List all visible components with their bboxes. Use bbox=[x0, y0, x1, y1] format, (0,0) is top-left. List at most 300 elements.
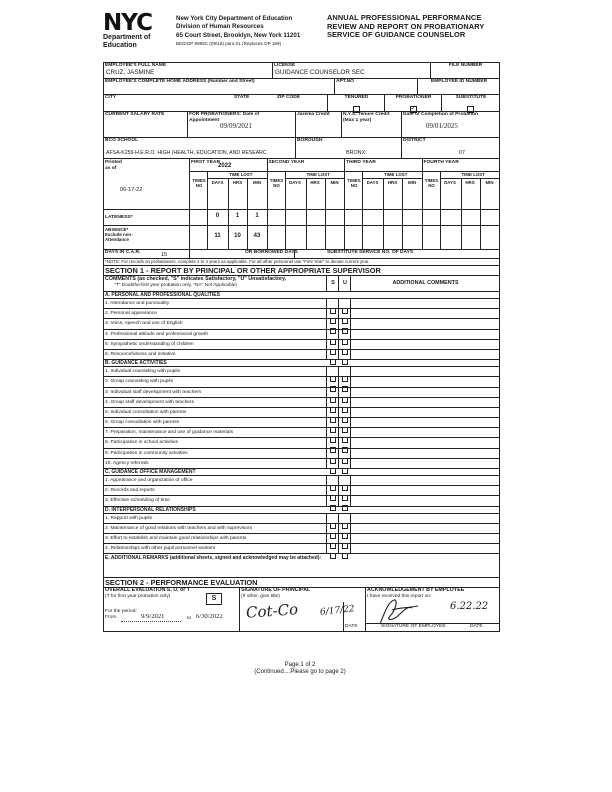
evaluation-item-row bbox=[104, 418, 499, 428]
item-label: 2. Records and reports bbox=[105, 488, 155, 494]
salary-row bbox=[104, 112, 499, 138]
second-min-label: MIN bbox=[330, 180, 339, 185]
license-label: LICENSE bbox=[274, 63, 296, 68]
second-year-column bbox=[267, 159, 345, 249]
u-cell bbox=[338, 330, 350, 339]
s-cell bbox=[326, 534, 338, 543]
absence-min-value: 43 bbox=[253, 233, 261, 239]
item-label-cell bbox=[104, 330, 326, 339]
title-line-1: ANNUAL PROFESSIONAL PERFORMANCE bbox=[327, 13, 482, 22]
evaluation-item-row bbox=[104, 524, 499, 534]
lateness-min-value: 1 bbox=[255, 213, 259, 219]
u-cell bbox=[338, 388, 350, 397]
s-cell bbox=[326, 544, 338, 553]
probationer-cell bbox=[384, 95, 441, 111]
ack-label-2: I have received this report on: bbox=[367, 593, 432, 599]
item-label-cell bbox=[104, 418, 326, 427]
zip-cell[interactable] bbox=[276, 95, 327, 111]
item-label: 5. Sympathetic understanding of children bbox=[105, 341, 194, 347]
remarks-label: E. ADDITIONAL REMARKS (additional sheets, signed and acknowledged may be attached): bbox=[105, 555, 322, 562]
logo-subtitle-2: Education bbox=[103, 42, 137, 49]
additional-comment-field[interactable] bbox=[350, 544, 499, 553]
additional-comment-field[interactable] bbox=[350, 299, 499, 308]
salary-cell[interactable] bbox=[104, 112, 187, 137]
jarema-cell[interactable] bbox=[295, 112, 341, 137]
s-cell bbox=[326, 524, 338, 533]
org-line-1: New York City Department of Education bbox=[176, 15, 293, 22]
district-value[interactable]: 07 bbox=[459, 150, 465, 156]
appointment-label-2: Appointment bbox=[189, 117, 220, 123]
tenured-cell bbox=[327, 95, 384, 111]
evaluation-item-row bbox=[104, 408, 499, 418]
additional-comment-field[interactable] bbox=[350, 388, 499, 397]
borrowed-days-label: OR BORROWED DAYS bbox=[245, 250, 298, 255]
attendance-note: *NOTE: For records on probationers, complete 1 to 4 years as applicable. For all other personnel use "First Year" to denote current year. bbox=[105, 259, 370, 264]
item-label-cell bbox=[104, 524, 326, 533]
item-label: 6. Group consultation with parents bbox=[105, 420, 180, 426]
overall-evaluation-cell bbox=[104, 588, 239, 631]
school-cell bbox=[104, 138, 295, 158]
s-cell bbox=[326, 486, 338, 495]
item-label-cell bbox=[104, 340, 326, 349]
item-label-cell bbox=[104, 319, 326, 328]
employee-id-cell[interactable] bbox=[417, 79, 499, 94]
u-cell bbox=[338, 350, 350, 359]
overall-value-box[interactable] bbox=[206, 593, 222, 605]
item-label-cell bbox=[104, 309, 326, 318]
u-cell bbox=[338, 340, 350, 349]
item-label: 7. Preparation, maintenance and use of guidance materials bbox=[105, 430, 234, 436]
principal-signature-date[interactable]: 6/17/22 bbox=[319, 604, 356, 619]
additional-comment-field[interactable] bbox=[350, 418, 499, 427]
school-row bbox=[104, 138, 499, 159]
item-label-cell bbox=[104, 514, 326, 523]
evaluation-item-row bbox=[104, 496, 499, 506]
period-from-label: From bbox=[105, 615, 117, 621]
u-cell bbox=[338, 377, 350, 386]
evaluation-item-row bbox=[104, 319, 499, 329]
u-cell bbox=[338, 438, 350, 447]
nyc-doe-logo bbox=[103, 12, 173, 50]
additional-comment-field[interactable] bbox=[350, 398, 499, 407]
ack-label-1: ACKNOWLEDGEMENT BY EMPLOYEE bbox=[367, 587, 465, 594]
evaluation-item-row bbox=[104, 398, 499, 408]
section1-header bbox=[104, 266, 499, 276]
first-hrs-label: HRS bbox=[232, 180, 243, 185]
evaluation-item-row bbox=[104, 476, 499, 486]
state-label: STATE bbox=[234, 95, 250, 100]
evaluation-item-row bbox=[104, 534, 499, 544]
lateness-days-value: 0 bbox=[215, 213, 220, 219]
item-label-cell bbox=[104, 408, 326, 417]
s-cell bbox=[326, 398, 338, 407]
evaluation-item-row bbox=[104, 330, 499, 340]
employee-id-label: EMPLOYEE ID NUMBER bbox=[430, 79, 488, 84]
group-title: B. GUIDANCE ACTIVITIES bbox=[105, 360, 167, 367]
salary-label: CURRENT SALARY RATE bbox=[105, 112, 165, 117]
additional-comment-field[interactable] bbox=[350, 449, 499, 458]
third-times-no-label: TIMES NO bbox=[347, 178, 361, 188]
lateness-label: LATENESS* bbox=[105, 215, 133, 220]
apt-label: APT.NO bbox=[336, 79, 354, 84]
second-hrs-label: HRS bbox=[310, 180, 320, 185]
second-days-label: DAYS bbox=[289, 180, 301, 185]
s-cell bbox=[326, 496, 338, 505]
evaluation-item-row bbox=[104, 367, 499, 377]
additional-comment-field[interactable] bbox=[350, 514, 499, 523]
borrowed-days-cell bbox=[189, 250, 298, 258]
city-cell[interactable] bbox=[104, 95, 226, 111]
item-label-cell bbox=[104, 496, 326, 505]
item-label-cell bbox=[104, 428, 326, 437]
additional-comment-field[interactable] bbox=[350, 367, 499, 376]
fourth-times-no-label: TIMES NO bbox=[424, 178, 439, 188]
item-label: 1. Rapport with pupils bbox=[105, 515, 153, 521]
organization-block bbox=[176, 15, 300, 47]
item-label-cell bbox=[104, 486, 326, 495]
name-value[interactable]: CRUZ, JASMINE bbox=[106, 68, 155, 76]
item-label: 10. Agency referrals bbox=[105, 460, 149, 466]
file-number-label: FILE NUMBER bbox=[448, 63, 483, 68]
third-time-lost-label: TIME LOST bbox=[384, 172, 408, 177]
item-label-cell bbox=[104, 299, 326, 308]
item-label-cell bbox=[104, 534, 326, 543]
state-cell[interactable] bbox=[226, 95, 276, 111]
city-label: CITY bbox=[105, 95, 117, 100]
district-label: DISTRICT bbox=[403, 138, 426, 143]
apt-cell[interactable] bbox=[334, 79, 417, 94]
period-to-label: to bbox=[187, 616, 192, 622]
fourth-time-lost-label: TIME LOST bbox=[461, 172, 485, 177]
item-label-cell bbox=[104, 377, 326, 386]
additional-comments-header bbox=[350, 276, 499, 291]
second-year-label: SECOND YEAR bbox=[268, 160, 305, 165]
s-cell bbox=[326, 330, 338, 339]
item-label: 8. Participation in school activities bbox=[105, 440, 179, 446]
form-title bbox=[327, 14, 484, 40]
evaluation-item-row bbox=[104, 544, 499, 554]
u-cell bbox=[338, 459, 350, 468]
s-cell bbox=[326, 476, 338, 485]
fourth-hrs-label: HRS bbox=[465, 180, 475, 185]
appointment-label-1: FOR PROBATIONERS: Date of bbox=[189, 112, 260, 117]
additional-comment-field[interactable] bbox=[350, 524, 499, 533]
u-cell bbox=[338, 319, 350, 328]
substitute-label: SUBSTITUTE bbox=[455, 95, 487, 100]
item-label: 6. Resourcefulness and initiative bbox=[105, 351, 176, 357]
printed-label-2: as of bbox=[105, 166, 117, 171]
page-footer bbox=[220, 662, 380, 677]
group-header bbox=[104, 292, 499, 299]
evaluation-item-row bbox=[104, 377, 499, 387]
evaluation-items bbox=[104, 292, 499, 554]
s-label: S bbox=[331, 280, 335, 286]
first-year-column bbox=[189, 159, 267, 249]
item-label: 3. Effort to establish and maintain good relationships with parents bbox=[105, 535, 247, 541]
name-row bbox=[104, 63, 499, 79]
u-cell bbox=[338, 496, 350, 505]
additional-comment-field[interactable] bbox=[350, 428, 499, 437]
s-cell bbox=[326, 309, 338, 318]
additional-comment-field[interactable] bbox=[350, 438, 499, 447]
district-cell bbox=[401, 138, 499, 158]
item-label: 4. Group staff development with teachers bbox=[105, 399, 195, 405]
u-cell bbox=[338, 449, 350, 458]
section2-title: SECTION 2 - PERFORMANCE EVALUATION bbox=[105, 578, 258, 588]
u-cell bbox=[338, 418, 350, 427]
first-year-label: FIRST YEAR bbox=[191, 160, 220, 165]
s-cell bbox=[326, 350, 338, 359]
absence-hrs-value: 10 bbox=[234, 233, 241, 239]
s-cell bbox=[326, 418, 338, 427]
item-label-cell bbox=[104, 367, 326, 376]
address-cell[interactable] bbox=[104, 79, 334, 94]
group-header bbox=[104, 507, 499, 514]
substitute-cell bbox=[441, 95, 499, 111]
second-times-no-label: TIMES NO bbox=[269, 178, 284, 188]
item-label: 2. Maintenance of good relations with teachers and with supervisors bbox=[105, 525, 253, 531]
additional-comment-field[interactable] bbox=[350, 350, 499, 359]
s-cell bbox=[326, 388, 338, 397]
overall-label-2: (T for first year probation only) bbox=[105, 593, 171, 599]
note-row bbox=[104, 259, 499, 266]
principal-signature[interactable]: Cot-Co bbox=[245, 600, 299, 623]
comments-label-1: COMMENTS (as checked, "S" indicates Satisfactory, "U" Unsatisfactory, bbox=[105, 276, 287, 282]
org-line-3: 65 Court Street, Brooklyn, New York 11201 bbox=[176, 32, 301, 40]
principal-signature-label-2: (If other, give title) bbox=[241, 593, 280, 599]
address-label: EMPLOYEE'S COMPLETE HOME ADDRESS (Number and Street) bbox=[105, 79, 255, 84]
s-cell bbox=[326, 299, 338, 308]
additional-comment-field[interactable] bbox=[350, 408, 499, 417]
employee-signature-date[interactable]: 6.22.22 bbox=[450, 601, 489, 613]
license-value[interactable]: GUIDANCE COUNSELOR SEC bbox=[275, 68, 365, 76]
license-cell bbox=[272, 63, 430, 78]
borough-value[interactable]: BRONX bbox=[346, 150, 366, 156]
continued-note: (Continued....Please go to page 2) bbox=[254, 669, 346, 676]
evaluation-item-row bbox=[104, 340, 499, 350]
s-cell bbox=[326, 514, 338, 523]
u-cell bbox=[338, 299, 350, 308]
period-label: For the period: bbox=[105, 609, 137, 615]
item-label: 3. Effective scheduling of time bbox=[105, 498, 170, 504]
additional-comment-field[interactable] bbox=[350, 486, 499, 495]
item-label: 9. Participation in community activities bbox=[105, 450, 188, 456]
principal-date-label: DATE bbox=[345, 624, 358, 630]
address-row bbox=[104, 79, 499, 95]
evaluation-item-row bbox=[104, 299, 499, 309]
title-line-2: REVIEW AND REPORT ON PROBATIONARY bbox=[327, 21, 485, 31]
s-cell bbox=[326, 367, 338, 376]
u-cell bbox=[338, 544, 350, 553]
u-label: U bbox=[343, 280, 347, 286]
days-car-value: 15 bbox=[161, 252, 168, 258]
comments-label-2: "T" Doubtful-first year probation only, "NA" Not Applicable) bbox=[114, 282, 237, 288]
days-car-cell bbox=[104, 250, 189, 258]
file-number-cell[interactable] bbox=[430, 63, 499, 78]
group-title: C. GUIDANCE OFFICE MANAGEMENT bbox=[105, 469, 196, 475]
item-label-cell bbox=[104, 459, 326, 468]
borough-cell bbox=[295, 138, 401, 158]
evaluation-item-row bbox=[104, 428, 499, 438]
org-line-2: Division of Human Resources bbox=[176, 22, 264, 30]
completion-value[interactable]: 09/01/2025 bbox=[426, 122, 458, 130]
additional-comment-field[interactable] bbox=[350, 459, 499, 468]
evaluation-item-row bbox=[104, 388, 499, 398]
printed-value: 06-17-22 bbox=[120, 187, 143, 193]
item-label-cell bbox=[104, 476, 326, 485]
employee-acknowledgement-cell bbox=[365, 588, 499, 631]
period-to-value[interactable]: 6/30/2022 bbox=[196, 613, 223, 621]
appointment-value[interactable]: 09/09/2021 bbox=[220, 122, 252, 130]
group-title: D. INTERPERSONAL RELATIONSHIPS bbox=[105, 506, 196, 513]
remarks-row[interactable] bbox=[104, 554, 499, 578]
item-label: 1. Attendance and punctuality bbox=[105, 301, 170, 306]
second-time-lost-label: TIME LOST bbox=[306, 172, 330, 177]
school-label: BCO SCHOOL bbox=[105, 138, 139, 143]
third-hrs-label: HRS bbox=[387, 180, 398, 185]
days-car-row bbox=[104, 250, 499, 259]
item-label: 3. Voice, speech and use of English bbox=[105, 321, 183, 327]
fourth-year-label: FOURTH YEAR bbox=[423, 160, 459, 165]
s-cell bbox=[326, 449, 338, 458]
lateness-hrs-value: 1 bbox=[235, 213, 240, 219]
attendance-label-column bbox=[104, 159, 189, 249]
period-from-value[interactable]: 9/9/2021 bbox=[141, 613, 165, 621]
additional-comment-field[interactable] bbox=[350, 340, 499, 349]
item-label-cell bbox=[104, 398, 326, 407]
page-number: Page 1 of 2 bbox=[284, 662, 316, 668]
s-cell bbox=[326, 428, 338, 437]
s-cell bbox=[326, 408, 338, 417]
school-value[interactable]: AFSA-K259-H.E.R.O. HIGH (HEALTH, EDUCATION, AND RESEARC bbox=[106, 150, 267, 156]
third-min-label: MIN bbox=[407, 180, 417, 185]
jarema-label: Jarema Credit bbox=[297, 112, 330, 117]
name-cell bbox=[104, 63, 272, 78]
s-cell bbox=[326, 438, 338, 447]
nys-tenure-cell[interactable] bbox=[341, 112, 401, 137]
principal-signature-label-1: SIGNATURE OF PRINCIPAL bbox=[241, 587, 311, 594]
first-year-value: 2022 bbox=[218, 163, 232, 169]
third-year-label: THIRD YEAR bbox=[346, 160, 376, 165]
evaluation-item-row bbox=[104, 350, 499, 360]
additional-comment-field[interactable] bbox=[350, 319, 499, 328]
additional-comment-field[interactable] bbox=[350, 476, 499, 485]
borough-label: BOROUGH bbox=[297, 138, 323, 143]
title-line-3: SERVICE OF GUIDANCE COUNSELOR bbox=[327, 30, 466, 40]
first-times-no-label: TIMES NO bbox=[192, 178, 206, 188]
logo-subtitle-1: Department of bbox=[103, 34, 151, 41]
city-row bbox=[104, 95, 499, 112]
fourth-year-column bbox=[422, 159, 500, 249]
absence-label-3: Attendance bbox=[105, 237, 129, 242]
item-label: 1. Appearance and organization of office bbox=[105, 478, 193, 483]
item-label: 5. Individual consultation with parents bbox=[105, 409, 187, 415]
evaluation-item-row bbox=[104, 514, 499, 524]
absence-label-1: ABSENCE* bbox=[105, 227, 129, 232]
u-cell bbox=[338, 476, 350, 485]
first-time-lost-label: TIME LOST bbox=[229, 172, 253, 177]
item-label-cell bbox=[104, 350, 326, 359]
item-label-cell bbox=[104, 449, 326, 458]
additional-comment-field[interactable] bbox=[350, 309, 499, 318]
evaluation-item-row bbox=[104, 486, 499, 496]
additional-comments-label: ADDITIONAL COMMENTS bbox=[392, 280, 459, 286]
third-year-column bbox=[344, 159, 422, 249]
evaluation-item-row bbox=[104, 309, 499, 319]
comments-label-cell bbox=[104, 276, 326, 291]
evaluation-form bbox=[103, 62, 500, 632]
overall-value: S bbox=[211, 595, 217, 603]
days-car-label: DAYS IN C.A.R. bbox=[105, 250, 141, 255]
item-label: 2. Personal appearance bbox=[105, 311, 157, 317]
u-column-header bbox=[338, 276, 350, 291]
u-cell bbox=[338, 367, 350, 376]
u-cell bbox=[338, 408, 350, 417]
name-label: EMPLOYEE'S FULL NAME bbox=[105, 63, 167, 68]
attendance-block bbox=[104, 159, 499, 250]
nys-label-2: (Max 1 year) bbox=[343, 117, 372, 123]
additional-comment-field[interactable] bbox=[350, 377, 499, 386]
item-label-cell bbox=[104, 438, 326, 447]
completion-label: Date of Completion of Probation bbox=[403, 112, 478, 117]
appointment-cell bbox=[187, 112, 295, 137]
first-min-label: MIN bbox=[252, 180, 262, 185]
s-cell bbox=[326, 459, 338, 468]
additional-comment-field[interactable] bbox=[350, 534, 499, 543]
item-label: 2. Group counseling with pupils bbox=[105, 379, 173, 385]
probationer-label: PROBATIONER bbox=[395, 95, 432, 100]
additional-comment-field[interactable] bbox=[350, 496, 499, 505]
section1-title: SECTION 1 - REPORT BY PRINCIPAL OR OTHER APPROPRIATE SUPERVISOR bbox=[105, 266, 381, 275]
item-label-cell bbox=[104, 544, 326, 553]
s-cell bbox=[326, 340, 338, 349]
tenured-label: TENURED bbox=[344, 95, 369, 100]
principal-signature-cell bbox=[239, 588, 365, 631]
item-label: 1. Individual counseling with pupils bbox=[105, 369, 181, 375]
logo-text: NYC bbox=[103, 10, 152, 36]
substitute-service-label: SUBSTITUTE SERVICE NO. OF DAYS bbox=[327, 250, 414, 255]
overall-label-1: OVERALL EVALUATION S, U, or T bbox=[105, 587, 191, 594]
employee-date-label: DATE bbox=[470, 624, 483, 630]
org-line-4: BE/DOP 9955C (09/18) para 01 (Replaces OP 189) bbox=[176, 40, 282, 46]
group-header bbox=[104, 360, 499, 367]
additional-comment-field[interactable] bbox=[350, 330, 499, 339]
fourth-days-label: DAYS bbox=[444, 180, 456, 185]
zip-label: ZIP CODE bbox=[277, 95, 301, 100]
u-cell bbox=[338, 398, 350, 407]
u-cell bbox=[338, 486, 350, 495]
group-title: A. PERSONAL AND PROFESSIONAL QUALITIES bbox=[105, 292, 220, 298]
evaluation-item-row bbox=[104, 438, 499, 448]
evaluation-item-row bbox=[104, 449, 499, 459]
s-column-header bbox=[326, 276, 338, 291]
item-label: 3. Individual staff development with teachers bbox=[105, 389, 202, 395]
section2-row bbox=[104, 588, 499, 631]
substitute-service-cell bbox=[294, 250, 499, 258]
comments-header-row bbox=[104, 276, 499, 292]
evaluation-item-row bbox=[104, 459, 499, 469]
u-cell bbox=[338, 534, 350, 543]
fourth-min-label: MIN bbox=[485, 180, 494, 185]
employee-signature-label: SIGNATURE OF EMPLOYEE bbox=[381, 624, 446, 630]
group-header bbox=[104, 469, 499, 476]
printed-label-1: Printed bbox=[105, 160, 122, 165]
s-cell bbox=[326, 319, 338, 328]
absence-days-value: 11 bbox=[214, 233, 221, 239]
item-label: 4. Relationships with other pupil personnel workers bbox=[105, 546, 216, 552]
u-cell bbox=[338, 514, 350, 523]
s-cell bbox=[326, 377, 338, 386]
